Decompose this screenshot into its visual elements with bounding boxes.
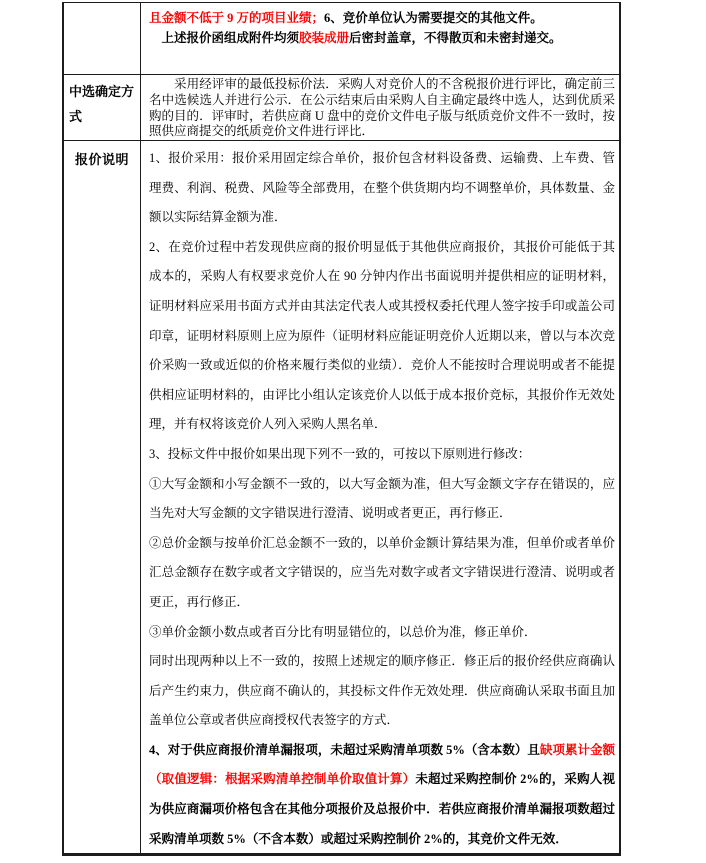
row-label-cell-empty xyxy=(64,3,141,74)
paragraph xyxy=(149,736,615,853)
paragraph xyxy=(149,440,615,470)
text-segment: 缺项累计金额（取值逻辑：根据采购清单控制单价取值计算） xyxy=(149,742,615,787)
text-segment: 后密封盖章，不得散页和未密封递交。 xyxy=(349,31,562,45)
table-row-quote-notes xyxy=(64,141,619,853)
table-row-selection-method xyxy=(64,75,619,141)
row-label-quote-notes: 报价说明 xyxy=(64,141,141,853)
text-segment: ③单价金额小数点或者百分比有明显错位的，以总价为准，修正单价． xyxy=(149,624,537,639)
text-segment: 同时出现两种以上不一致的，按照上述规定的顺序修正．修正后的报价经供应商确认后产生约束力，供应商不确认的，其投标文件作无效处理．供应商确认采取书面且加盖单位公章或者供应商授权代表签字的方式． xyxy=(149,654,615,728)
text-segment: ①大写金额和小写金额不一致的，以大写金额为准，但大写金额文字存在错误的，应当先对大写金额的文字错误进行澄清、说明或者更正，再行修正． xyxy=(149,476,615,521)
procurement-instructions-table xyxy=(62,2,621,856)
text-segment: ②总价金额与按单价汇总金额不一致的，以单价金额计算结果为准，但单价或者单价汇总金额存在数字或者文字错误的，应当先对数字或者文字错误进行澄清、说明或者更正，再行修正． xyxy=(149,535,615,609)
text-segment: 4、对于供应商报价清单漏报项，未超过采购清单项数 5%（含本数）且 xyxy=(149,742,540,757)
text-segment: 3、投标文件中报价如果出现下列不一致的，可按以下原则进行修改： xyxy=(149,446,531,461)
paragraph xyxy=(149,529,615,618)
paragraph xyxy=(149,618,615,648)
text-segment: 且金额不低于 9 万的项目业绩； xyxy=(149,11,325,25)
text-segment: 2、在竞价过程中若发现供应商的报价明显低于其他供应商报价，其报价可能低于其成本的，采购人有权要求竞价人在 90 分钟内作出书面说明并提供相应的证明材料，证明材料应采用书面方式并由其法定代表人或其授权委托代理人签字按手印或盖公司印章，证明材料原则上应为原件（证明材料应能证明竞价人近期以来，曾以与本次竞价采购一致或近似的价格来履行类似的业绩）．竞价人不能按时合理说明或者不能提供相应证明材料的，由评比小组认定该竞价人以低于成本报价竞标，其报价作无效处理，并有权将该竞价人列入采购人黑名单． xyxy=(149,239,615,432)
paragraph xyxy=(149,28,614,48)
paragraph xyxy=(149,647,615,736)
row-label-selection-method: 中选确定方式 xyxy=(64,75,141,140)
text-segment: 1、报价采用：报价采用固定综合单价，报价包含材料设备费、运输费、上车费、管理费、利润、税费、风险等全部费用，在整个供货期内均不调整单价，具体数量、金额以实际结算金额为准． xyxy=(149,151,615,225)
paragraph xyxy=(149,470,615,529)
row-content-continuation xyxy=(141,3,619,74)
paragraph xyxy=(149,8,614,28)
text-segment: 胶装成册 xyxy=(299,31,350,45)
row-content-quote-notes xyxy=(141,141,619,853)
text-segment: 6、竞价单位认为需要提交的其他文件。 xyxy=(324,11,543,25)
table-row-continuation xyxy=(64,3,619,75)
text-segment: 未超过采购控制价 2%的，采购人视为供应商漏项价格包含在其他分项报价及总报价中．若供应商报价清单漏报项数超过采购清单项数 5%（不含本数）或超过采购控制价 2%的，其竞价文件无效． xyxy=(149,772,615,846)
text-segment: 上述报价函组成附件均须 xyxy=(161,31,300,45)
paragraph xyxy=(149,233,615,440)
row-content-selection-method xyxy=(141,75,619,140)
text-segment: 采用经评审的最低投标价法．采购人对竞价人的不含税报价进行评比，确定前三名中选候选人并进行公示．在公示结束后由采购人自主确定最终中选人，达到优质采购的目的．评审时，若供应商 U 盘中的竞价文件电子版与纸质竞价文件不一致时，按照供应商提交的纸质竞价文件进行评比． xyxy=(149,77,615,139)
paragraph xyxy=(149,144,615,233)
paragraph xyxy=(149,77,615,140)
